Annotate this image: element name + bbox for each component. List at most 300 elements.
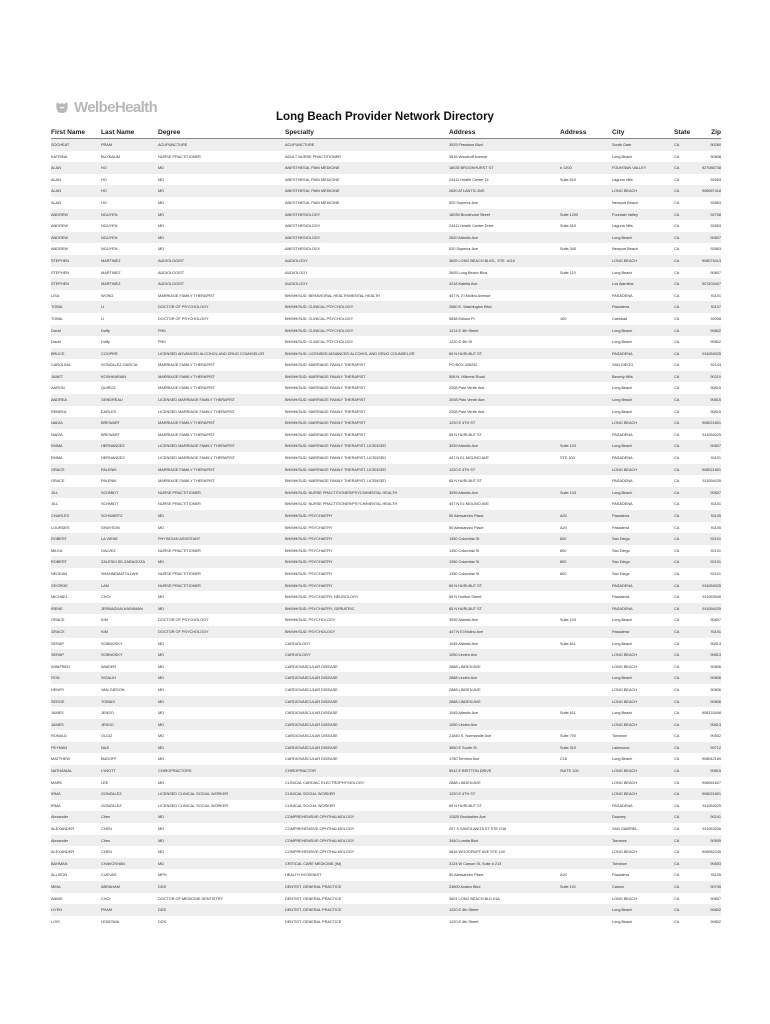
zip-cell: 91105 (692, 510, 721, 522)
first-name-cell: JILL (51, 487, 101, 499)
state-cell: CA (674, 371, 692, 383)
specialty-cell: ADULT NURSE PRACTITIONER (285, 153, 341, 159)
city-cell: Laguna Hills (612, 223, 633, 229)
first-name-cell: IRMA (51, 802, 61, 808)
first-name-cell: JAMES (51, 719, 101, 731)
last-name-cell: PRAM (101, 139, 158, 151)
table-row (51, 243, 721, 255)
table-row (51, 197, 721, 209)
last-name-cell: NGUYEN (101, 232, 158, 244)
address-cell: 1760 Termino Ave (449, 756, 480, 762)
address-cell: 65 N HURLBUT ST (449, 580, 560, 592)
table-row (51, 151, 721, 163)
city-cell: Pasadena (612, 301, 674, 313)
degree-cell: MD (158, 779, 164, 785)
specialty-cell: BH/MH/SUD: PSYCHIATRY (285, 570, 333, 576)
last-name-cell: KOSHKARIAN (101, 371, 158, 383)
provider-table (51, 128, 721, 927)
specialty-cell: AUDIOLOGY (285, 255, 449, 267)
state-cell: CA (674, 918, 680, 924)
zip-cell: 90502 (710, 733, 721, 739)
degree-cell: DOCTOR OF PSYCHOLOGY (158, 301, 285, 313)
address-cell: 2580 E. Washington Blvd. (449, 301, 560, 313)
degree-cell: MD (158, 733, 164, 739)
state-cell: CA (674, 788, 692, 800)
address-cell: 1220 E 4th St (449, 339, 472, 345)
degree-cell: MARRIAGE FAMILY THERAPIST (158, 292, 215, 298)
degree-cell: MD (158, 710, 164, 716)
first-name-cell: ALAN (51, 185, 101, 197)
first-name-cell: STEPHEN (51, 269, 70, 275)
specialty-cell: BH/MH/SUD: CLINICAL PSYCHOLOGY (285, 315, 354, 321)
first-name-cell: ALLISON (51, 872, 68, 878)
specialty-cell: BH/MH/SUD: MARRIAGE FAMILY THERAPIST (285, 417, 449, 429)
state-cell: CA (674, 431, 680, 437)
state-cell: CA (674, 594, 680, 600)
address-2-cell (560, 811, 612, 823)
degree-cell: MD (158, 199, 164, 205)
first-name-cell: WINIFRED (51, 663, 70, 669)
specialty-cell: BH/MH/SUD: MARRIAGE FAMILY THERAPIST (285, 385, 366, 391)
address-2-cell (560, 498, 612, 510)
last-name-cell: SHAHNEMATOLLAHI (101, 570, 139, 576)
zip-cell: 92653 (710, 223, 721, 229)
state-cell: CA (674, 617, 680, 623)
city-cell: Long Beach (612, 339, 633, 345)
zip-cell: 911054025 (702, 478, 721, 484)
address-2-cell (560, 580, 612, 592)
city-cell: South Gate (612, 139, 674, 151)
city-cell: Fountain Valley (612, 209, 674, 221)
table-row (51, 916, 721, 928)
degree-cell: NURSE PRACTITIONER (158, 570, 201, 576)
state-cell: CA (674, 139, 692, 151)
zip-cell: 90806 (710, 686, 721, 692)
zip-cell: 911054025 (692, 348, 721, 360)
first-name-cell: JANET (51, 371, 101, 383)
first-name-cell: ANDREW (51, 246, 68, 252)
degree-cell: MD (158, 246, 164, 252)
first-name-cell: SERAP (51, 649, 101, 661)
city-cell: PASADENA (612, 580, 674, 592)
city-cell: Long Beach (612, 232, 674, 244)
address-cell: 3816 WOODRUFF AVE STE 100 (449, 849, 505, 855)
table-row (51, 290, 721, 302)
zip-cell: 90815 (710, 385, 721, 391)
zip-cell: 908074013 (692, 255, 721, 267)
last-name-cell: SCHWARTZ (101, 510, 158, 522)
last-name-cell: Duffy (101, 339, 110, 345)
address-cell: 447 N El Molino Ave (449, 626, 560, 638)
table-row (51, 661, 721, 673)
first-name-cell: ANNIE (51, 895, 63, 901)
first-name-cell: ALEXANDER (51, 826, 75, 832)
zip-cell: 90813 (692, 649, 721, 661)
degree-cell: MD (158, 686, 164, 692)
specialty-cell: BH/MH/SUD: PSYCHIATRY (285, 580, 449, 592)
address-2-cell (560, 788, 612, 800)
zip-cell: 908021801 (692, 464, 721, 476)
address-2-cell (560, 904, 612, 916)
last-name-cell: Chen (101, 811, 158, 823)
specialty-cell: BH/MH/SUD: PSYCHIATRY (285, 524, 333, 530)
state-cell: CA (674, 686, 680, 692)
city-cell: Long Beach (612, 672, 674, 684)
table-row (51, 139, 721, 151)
specialty-cell: BH/MH/SUD: PSYCHOLOGY (285, 626, 449, 638)
city-cell: Newport Beach (612, 199, 638, 205)
degree-cell: LICENSED MARRIAGE FAMILY THERAPIST (158, 394, 285, 406)
address-2-cell: Suite 1200 (560, 209, 612, 221)
first-name-cell: ALAN (51, 199, 61, 205)
state-cell: CA (674, 663, 680, 669)
specialty-cell: CLINICAL SOCIAL WORKER (285, 802, 336, 808)
zip-cell: 90802 (692, 904, 721, 916)
zip-cell: 908067418 (692, 185, 721, 197)
degree-cell: MD (158, 640, 164, 646)
last-name-cell: SOBNOSKY (101, 649, 158, 661)
city-cell: LONG BEACH (612, 696, 674, 708)
zip-cell: 90815 (692, 765, 721, 777)
degree-cell: DOCTOR OF MEDICINE DENTISTRY (158, 895, 224, 901)
address-cell: PO BOX 435232 (449, 362, 478, 368)
city-cell: LONG BEACH (612, 686, 638, 692)
specialty-cell: DENTIST, GENERAL PRACTICE (285, 904, 449, 916)
table-row (51, 267, 721, 279)
table-row (51, 440, 721, 452)
city-cell: PASADENA (612, 802, 633, 808)
zip-cell: 911054025 (702, 431, 721, 437)
specialty-cell: BH/MH/SUD: PSYCHOLOGY (285, 617, 336, 623)
state-cell: CA (674, 408, 680, 414)
table-row (51, 719, 721, 731)
specialty-cell: BH/MH/SUD: NURSE PRACTITIONER/PSYCH/MENTAL HEALTH (285, 487, 449, 499)
degree-cell: LICENSED CLINICAL SOCIAL WORKER (158, 802, 229, 808)
table-row (51, 394, 721, 406)
table-row (51, 869, 721, 881)
last-name-cell: MARTINEZ (101, 269, 121, 275)
specialty-cell: COMPREHENSIVE OPHTHALMOLOGY (285, 849, 355, 855)
table-row (51, 672, 721, 684)
address-cell: 3605 LONG BEACH BLVD., STE. #110 (449, 255, 560, 267)
table-row (51, 742, 721, 754)
first-name-cell: ALAN (51, 176, 61, 182)
last-name-cell: SCHMIDT (101, 487, 158, 499)
table-row (51, 591, 721, 603)
specialty-cell: CARDIOVASCULAR DISEASE (285, 672, 449, 684)
table-row (51, 452, 721, 464)
address-cell: 5838 Edison Pl (449, 315, 475, 321)
state-cell: CA (674, 533, 692, 545)
table-row (51, 522, 721, 534)
zip-cell: 92653 (710, 176, 721, 182)
table-row (51, 603, 721, 615)
table-row (51, 336, 721, 348)
city-cell: Long Beach (612, 487, 674, 499)
state-cell: CA (674, 742, 692, 754)
address-2-cell (560, 336, 612, 348)
state-cell: CA (674, 162, 692, 174)
zip-cell: 911053206 (702, 826, 721, 832)
first-name-cell: SERGE (51, 696, 101, 708)
specialty-cell: CARDIOVASCULAR DISEASE (285, 733, 338, 739)
state-cell: CA (674, 269, 680, 275)
address-cell: 65 N HURLBUT ST (449, 603, 560, 615)
address-cell: 1350 Columbia St (449, 556, 560, 568)
table-row (51, 649, 721, 661)
specialty-cell: COMPREHENSIVE OPHTHALMOLOGY (285, 811, 449, 823)
city-cell: Newport Beach (612, 246, 638, 252)
zip-cell: 90505 (692, 835, 721, 847)
city-cell: LONG BEACH (612, 779, 638, 785)
zip-cell: 91101 (710, 501, 721, 507)
city-cell: Long Beach (612, 617, 633, 623)
state-cell: CA (674, 881, 692, 893)
last-name-cell: NGUYEN (101, 223, 118, 229)
zip-cell: 90806 (710, 663, 721, 669)
first-name-cell: David (51, 339, 61, 345)
table-row (51, 893, 721, 905)
address-2-cell (560, 835, 612, 847)
zip-cell: 90503 (692, 858, 721, 870)
last-name-cell: BREWART (101, 431, 120, 437)
address-cell: 1050 Linden Ave (449, 649, 560, 661)
zip-cell: 911053549 (702, 594, 721, 600)
first-name-cell: STEPHEN (51, 278, 101, 290)
state-cell: CA (674, 455, 680, 461)
degree-cell: NURSE PRACTITIONER (158, 487, 285, 499)
address-cell: 23600 Avalon Blvd (449, 881, 560, 893)
specialty-cell: DENTIST, GENERAL PRACTICE (285, 918, 342, 924)
state-cell: CA (674, 556, 692, 568)
state-cell: CA (674, 301, 692, 313)
last-name-cell: CHEN (101, 849, 112, 855)
address-2-cell (560, 429, 612, 441)
address-cell: 11525 Brookshire Ave (449, 811, 560, 823)
address-2-cell: 800 (560, 547, 567, 553)
address-cell: 2888 LINDEN AVE (449, 779, 481, 785)
degree-cell: MD (158, 603, 285, 615)
address-cell: 508 N. Hillcrest Road (449, 371, 560, 383)
zip-cell: 908061627 (701, 779, 721, 785)
address-cell: 21840 S. Normandie Ave (449, 733, 492, 739)
address-2-cell: Suite 610 (560, 223, 576, 229)
address-2-cell: A20 (560, 872, 567, 878)
table-row (51, 406, 721, 418)
degree-cell: MD (158, 663, 164, 669)
first-name-cell: NADIA (51, 417, 101, 429)
degree-cell: MD (158, 835, 285, 847)
address-cell: 1220 E 4th Street (449, 904, 560, 916)
first-name-cell: MINA (51, 881, 101, 893)
zip-cell: 92663 (710, 246, 721, 252)
last-name-cell: JENSO (101, 719, 158, 731)
degree-cell: MD (158, 223, 164, 229)
first-name-cell: CHARLES (51, 510, 101, 522)
table-row (51, 846, 721, 858)
state-cell: CA (674, 246, 680, 252)
col-header-zip: Zip (692, 128, 721, 139)
table-row (51, 730, 721, 742)
last-name-cell: SOBNOSKY (101, 640, 123, 646)
first-name-cell: MICHAEL (51, 594, 68, 600)
first-name-cell: MARK (51, 779, 63, 785)
last-name-cell: JERMAZIAN-KARAMAN (101, 603, 158, 615)
specialty-cell: BH/MH/SUD: PSYCHIATRY (285, 510, 449, 522)
specialty-cell: CARDIOVASCULAR DISEASE (285, 663, 338, 669)
table-row (51, 487, 721, 499)
address-cell: 3650 E South St (449, 742, 560, 754)
address-cell: 1220 E 4th Street (449, 918, 479, 924)
address-2-cell (560, 672, 612, 684)
zip-cell: 91101 (710, 455, 721, 461)
address-cell: 2620 ATLANTIC AVE (449, 185, 560, 197)
city-cell: Carlsbad (612, 315, 628, 321)
address-cell: 447 N EL MOLINO AVE (449, 501, 489, 507)
city-cell: Los Alamitos (612, 278, 674, 290)
first-name-cell: AARON (51, 385, 65, 391)
degree-cell: MD (158, 176, 164, 182)
state-cell: CA (674, 719, 692, 731)
city-cell: Long Beach (612, 325, 674, 337)
table-row (51, 348, 721, 360)
degree-cell: MPH (158, 872, 167, 878)
first-name-cell: GRACE (51, 478, 65, 484)
degree-cell: LICENSED MARRIAGE FAMILY THERAPIST (158, 440, 285, 452)
table-row (51, 313, 721, 325)
first-name-cell: ANDREA (51, 394, 101, 406)
city-cell: LONG BEACH (612, 185, 674, 197)
address-2-cell (560, 893, 612, 905)
specialty-cell: HEALTH HYGIENIST (285, 872, 322, 878)
first-name-cell: STEPHEN (51, 255, 101, 267)
state-cell: CA (674, 603, 692, 615)
address-2-cell: A20 (560, 524, 567, 530)
specialty-cell: DENTIST, GENERAL PRACTICE (285, 895, 342, 901)
last-name-cell: MARTINEZ (101, 278, 158, 290)
city-cell: Long Beach (612, 710, 633, 716)
state-cell: CA (674, 779, 680, 785)
last-name-cell: PALENIK (101, 478, 117, 484)
address-cell: 1350 Columbia St (449, 547, 480, 553)
zip-cell: 908042169 (701, 756, 721, 762)
city-cell: Pasadena (612, 524, 630, 530)
degree-cell: MD (158, 742, 285, 754)
specialty-cell: CHIROPRACTOR (285, 765, 449, 777)
last-name-cell: CHAVOSHAN (101, 858, 158, 870)
city-cell: Laguna Hills (612, 176, 633, 182)
table-row (51, 464, 721, 476)
table-row (51, 475, 721, 487)
city-cell: Torrance (612, 858, 674, 870)
specialty-cell: ANESTHESIA, PAIN MEDICINE (285, 199, 340, 205)
last-name-cell: WONG (101, 292, 114, 298)
degree-cell: MD (158, 649, 285, 661)
first-name-cell: RON (51, 672, 101, 684)
address-2-cell: Suite 611 (560, 640, 576, 646)
address-cell: 65 N HURLBUT ST (449, 802, 482, 808)
first-name-cell: GEORGE (51, 580, 101, 592)
degree-cell: DOCTOR OF PSYCHOLOGY (158, 617, 209, 623)
col-header-city: City (612, 128, 674, 139)
state-cell: CA (674, 580, 692, 592)
table-row (51, 614, 721, 626)
zip-cell: 90807 (710, 269, 721, 275)
address-cell: 1220 E 4TH ST (449, 417, 560, 429)
last-name-cell: LYNOTT (101, 765, 158, 777)
city-cell: Long Beach (612, 640, 633, 646)
address-cell: 65 N HURLBUT ST (449, 431, 482, 437)
first-name-cell: TOBIA (51, 301, 101, 313)
specialty-cell: BH/MH/SUD: PSYCHIATRY (285, 533, 449, 545)
table-row (51, 220, 721, 232)
city-cell: Downey (612, 811, 674, 823)
last-name-cell: BUDOFF (101, 756, 117, 762)
state-cell: CA (674, 185, 692, 197)
specialty-cell: CARDIOVASCULAR DISEASE (285, 742, 449, 754)
address-2-cell (560, 417, 612, 429)
zip-cell: 91105 (710, 872, 721, 878)
address-2-cell: Suite 103 (560, 440, 612, 452)
address-2-cell (560, 661, 612, 673)
last-name-cell: LI (101, 315, 105, 321)
last-name-cell: MARTINEZ (101, 255, 158, 267)
specialty-cell: BH/MH/SUD: MARRIAGE FAMILY THERAPIST, LICENSED (285, 464, 449, 476)
specialty-cell: ACUPUNCTURE (285, 139, 449, 151)
degree-cell: AUDIOLOGIST (158, 278, 285, 290)
address-2-cell (560, 325, 612, 337)
zip-cell: 927086738 (692, 162, 721, 174)
zip-cell: 90813 (710, 640, 721, 646)
zip-cell: 90815 (692, 394, 721, 406)
first-name-cell: IRMA (51, 788, 101, 800)
zip-cell: 90802 (692, 325, 721, 337)
specialty-cell: ANESTHESIA, PAIN MEDICINE (285, 185, 449, 197)
degree-cell: LICENSED ADVANCED ALCOHOL AND DRUG COUNSELOR (158, 348, 285, 360)
table-row (51, 185, 721, 197)
state-cell: CA (674, 153, 680, 159)
degree-cell: MD (158, 594, 164, 600)
address-cell: 207 S SANTA ANITA ST STE G16 (449, 826, 507, 832)
table-row (51, 232, 721, 244)
zip-cell: 907203407 (692, 278, 721, 290)
zip-cell: 90241 (692, 811, 721, 823)
address-2-cell (560, 591, 612, 603)
zip-cell: 911054025 (702, 802, 721, 808)
address-cell: 3925 Firestone Blvd. (449, 139, 560, 151)
table-row (51, 545, 721, 557)
city-cell: Torrance (612, 733, 627, 739)
city-cell: San Diego (612, 533, 674, 545)
address-2-cell (560, 382, 612, 394)
city-cell: FOUNTAIN VALLEY (612, 162, 674, 174)
state-cell: CA (674, 649, 692, 661)
state-cell: CA (674, 292, 680, 298)
table-row (51, 707, 721, 719)
city-cell: Long Beach (612, 385, 633, 391)
table-row (51, 753, 721, 765)
first-name-cell: RONALD (51, 733, 67, 739)
last-name-cell: HERNANDEZ (101, 440, 158, 452)
city-cell: Beverly Hills (612, 371, 674, 383)
zip-cell: 90806 (692, 696, 721, 708)
city-cell: Pasadena (612, 626, 674, 638)
first-name-cell: ALEXANDER (51, 849, 75, 855)
table-row (51, 835, 721, 847)
table-row (51, 788, 721, 800)
first-name-cell: JILL (51, 501, 59, 507)
address-2-cell (560, 348, 612, 360)
